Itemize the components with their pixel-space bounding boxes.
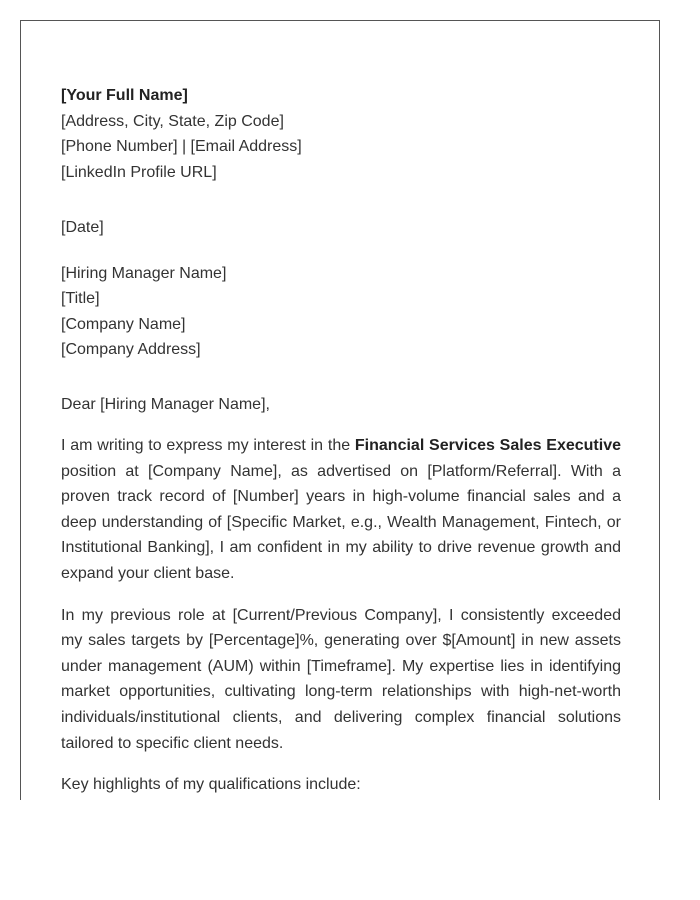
recipient-address: [Company Address] [61,341,201,358]
sender-name: [Your Full Name] [61,87,188,104]
recipient-company: [Company Name] [61,315,186,333]
sender-address: [Address, City, State, Zip Code] [61,112,284,130]
sender-linkedin: [LinkedIn Profile URL] [61,163,217,181]
paragraph-1-rest: position at [Company Name], as advertised on [Platform/Referral]. With a proven track record of [Number] years in high-volume financial sales and a deep understanding of [Specific Market, e.g., Wealth Management, Fintech, or Institutional Banking], I am confident in my ability to drive revenue growth and expand your client base. [61,462,621,582]
sender-contact: [Phone Number] | [Email Address] [61,138,302,155]
letter-body [61,83,621,798]
paragraph-2: In my previous role at [Current/Previous Company], I consistently exceeded my sales targets by [Percentage]%, generating over $[Amount] in new assets under management (AUM) within [Timeframe]. My expertise lies in identifying market opportunities, cultivating long-term relationships with high-net-worth individuals/institutional clients, and delivering complex financial solutions tailored to specific client needs. [61,606,621,752]
recipient-title: [Title] [61,290,100,307]
paragraph-3: Key highlights of my qualifications include: [61,776,361,794]
position-title: Financial Services Sales Executive [354,437,621,454]
paragraph-1-intro: I am writing to express my interest in the [61,437,355,454]
paragraph-1 [61,433,621,587]
recipient-name: [Hiring Manager Name] [61,264,227,282]
salutation: Dear [Hiring Manager Name], [61,395,270,413]
letter-date: [Date] [61,219,104,236]
sender-block [61,83,621,185]
recipient-block [61,261,621,363]
letter-page [20,20,660,800]
